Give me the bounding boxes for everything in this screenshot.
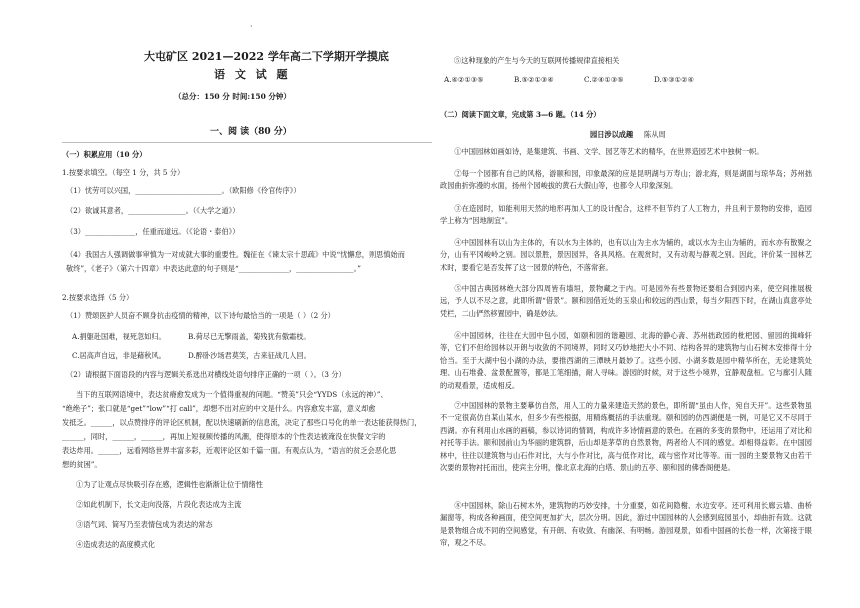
answer-b: B.⑤②①③④ — [514, 75, 554, 84]
q1-item-2: （2）欲诚其意者，________________。（《大学之道》） — [66, 206, 240, 215]
section-heading: 一、阅 读（80 分） — [210, 127, 292, 137]
essay-paragraph-7: ⑦中国园林的景物主要摹仿自然，用人工的力量来建造天然的景色，即所谓“虽由人作，宛自天开”。这些景物虽不一定很高仿自某山某水，但多少有些根据，用精炼概括的手法重现。颐和园的仿西湖便是一例，可是它又不尽同于西湖。亦有利用山水画的画稿，参以诗词的情调，构成许多诗情画意的景色。在画的多变的景物中，还运用了对比和衬托等手法。颐和园前山为华丽的建筑群，后山却是茅草的自然景物，两者给人不同的感觉。却相得益彰。在中国园林中，往往以建筑物与山石作对比，大与小作对比，高与低作对比，疏与密作对比等等。而一园的主要景物又由若干次要的景物衬托而出，使宾主分明，像北京北海的白塔、景山的五亭、颐和园的佛香阁便是。 — [440, 401, 812, 473]
exam-subtitle: 语 文 试 题 — [214, 68, 291, 81]
passage-line-4: ______，同时，______，______，再加上短视频传播的风潮，使得原本的个性表达被淹没在快餐文字的 — [62, 432, 386, 441]
subsection-heading: （一）积累应用（10 分） — [62, 150, 147, 159]
q1-stem: 1.按要求填空。（每空 1 分，共 5 分） — [62, 168, 185, 177]
essay-paragraph-3: ③在造园时，如能利用天然的地形再加人工的设计配合，这样不但节约了人工物力，并且利于景物的安排，造园学上称为“因地制宜”。 — [440, 204, 812, 226]
exam-title: 大屯矿区 2021—2022 学年高二下学期开学摸底 — [144, 50, 389, 63]
answer-d: D.⑤③①②④ — [654, 75, 695, 84]
q2-option-d: D.醉卧沙场君莫笑，古来征战几人回。 — [188, 351, 311, 360]
passage-line-5: 表达炸用。______，远看网络世界丰富多彩，近观评论区如千篇一面。有观点认为，“语言的贫乏会恶化思 — [62, 446, 397, 455]
q1-item-1: （1）忧劳可以兴国，________________________。（欧阳修《伶官传序》） — [66, 186, 301, 195]
subsection-2-heading: （二）阅读下面文章，完成第 3—6 题。（14 分） — [440, 110, 601, 119]
q1-item-4: （4）我国古人强调做事审慎为一对成就大事的重要性。魏征在《谏太宗十思疏》中说“忧懈怠，则思慎始而 — [66, 250, 405, 259]
page-dot: · — [250, 22, 253, 31]
q2-stem: 2.按要求选择（5 分） — [62, 293, 134, 302]
essay-paragraph-6: ⑥中国园林，往往在大园中包小园，如颐和园的谐趣园、北海的静心斋、苏州拙政园的枇杷园、留园的揖峰轩等，它们不但给园林以开朗与收敛的不同境界，同时又巧妙地把大小不同、结构各异的建筑物与山石树木安排得十分恰当。至于大湖中包小湖的办法，要推西湖的三潭映月最妙了。这些小园、小湖多数是园中精华所在，无论建筑处理、山石堆叠、盆景配置等，都是工笔细描，耐人寻味。游园的时候，对于这些小境界，宜静观盘桓。它与廊引人随的动观看景，适成相反。 — [440, 331, 812, 390]
answer-c: C.②④①③⑤ — [584, 75, 624, 84]
choice-2: ②如此机制下，长文走向没落，片段化表达成为主流 — [76, 500, 242, 509]
choice-4: ④造成表达的高度模式化 — [76, 540, 156, 549]
answer-a: A.④②①③⑤ — [444, 75, 484, 84]
passage-line-3: 发抵乏。______，以点赞排序的评论区机制，配以快速刷新的信息流，决定了那些口号化的单一表达能获得热门， — [62, 418, 422, 427]
essay-title: 园日涉以成趣 — [590, 130, 634, 139]
essay-paragraph-8: ⑧中国园林，除山石树木外，建筑物的巧妙安排，十分重要，如花间隐榭、水边安亭。还可利用长廊云墙、曲桥漏窗等，构成各种画面，使空间更加扩大，层次分明。因此，游过中国园林的人会感到庭园虽小，却曲折有致。这就是景物组合成不同的空间感觉，有开朗、有收敛、有幽深、有明畅。游园观景，如看中国画的长卷一样，次第接于眼帘，观之不尽。 — [440, 501, 812, 548]
essay-paragraph-1: ①中国园林如画如诗，是集建筑、书画、文学、园艺等艺术的精华，在世界造园艺术中独树一帜。 — [454, 147, 764, 156]
choice-1: ①为了让观点尽快吸引存在感，逻辑性也渐渐让位于情绪性 — [76, 480, 263, 489]
q2-option-b: B.荷尽已无擎雨盖，菊残犹有傲霜枝。 — [188, 332, 311, 341]
essay-paragraph-5: ⑤中国古典园林绝大部分四周皆有墙垣，景物藏之于内。可是园外有些景物还要组合到园内来，使空间推展极远，予人以不尽之意，此即所谓“借景”。颐和园借近处的玉泉山和较远的西山景，每当夕阳西下时，在湖山真意亭处凭栏，二山俨然移置园中，确是妙法。 — [440, 284, 812, 318]
essay-paragraph-2: ②每一个园都有自己的风格，游颐和园，印象最深的应是昆明湖与万寿山；游北海，则是湖面与琼华岛；苏州拙政园曲折弥漫的水面，扬州个园峻拔的黄石大假山等，也都令人印象深刻。 — [440, 169, 812, 191]
choice-3: ③语气词、简写乃至表情包成为表达的常态 — [76, 520, 213, 529]
essay-paragraph-4: ④中国园林有以山为主体的，有以水为主体的，也有以山为主水为辅的，或以水为主山为辅的，而水亦有散聚之分，山有平冈峻岭之别。园以景胜，景因园异，各具风格。在观赏时，又有动观与静观之别。因此，评价某一园林艺术时，要看它是否发挥了这一园景的特色，不落常套。 — [440, 238, 812, 272]
divider — [62, 142, 432, 143]
choice-5: ⑤这种现象的产生与今天的互联网传播规律直接相关 — [454, 56, 620, 65]
q1-item-3: （3）______________，任重而道远。（《论语・泰伯》） — [66, 227, 240, 236]
essay-author: 陈从周 — [644, 130, 666, 139]
q2-option-c: C.居高声自远，非是藉秋风。 — [72, 351, 166, 360]
exam-note: （总分：150 分 时间:150 分钟） — [174, 92, 291, 101]
q2-sub1: （1）赞颂医护人员奋不顾身抗击疫情的精神，以下诗句最恰当的一项是（ ）（2 分） — [66, 311, 335, 320]
passage-line-2: “绝绝子”；张口就是“get”“low”“打 call”，却想不出对应的中文是什么。内容愈发丰富，意义却愈 — [62, 404, 376, 413]
q1-item-4-cont: 敬终”，《老子》（第六十四章）中表达此意的句子则是“______________，________________。” — [66, 264, 361, 273]
q2-sub2: （2）请根据下面语段的内容与逻辑关系选出对横线处语句排序正确的一项（ ）。（3 分） — [66, 370, 346, 379]
q2-option-a: A.捐躯赴国难，视死忽如归。 — [72, 332, 166, 341]
passage-line-1: 当下的互联网语境中，表达贫瘠愈发成为一个值得重视的问题。“赞美”只会“YYDS（永远的神）”、 — [76, 390, 388, 399]
passage-line-6: 想的贫困”。 — [62, 460, 102, 469]
